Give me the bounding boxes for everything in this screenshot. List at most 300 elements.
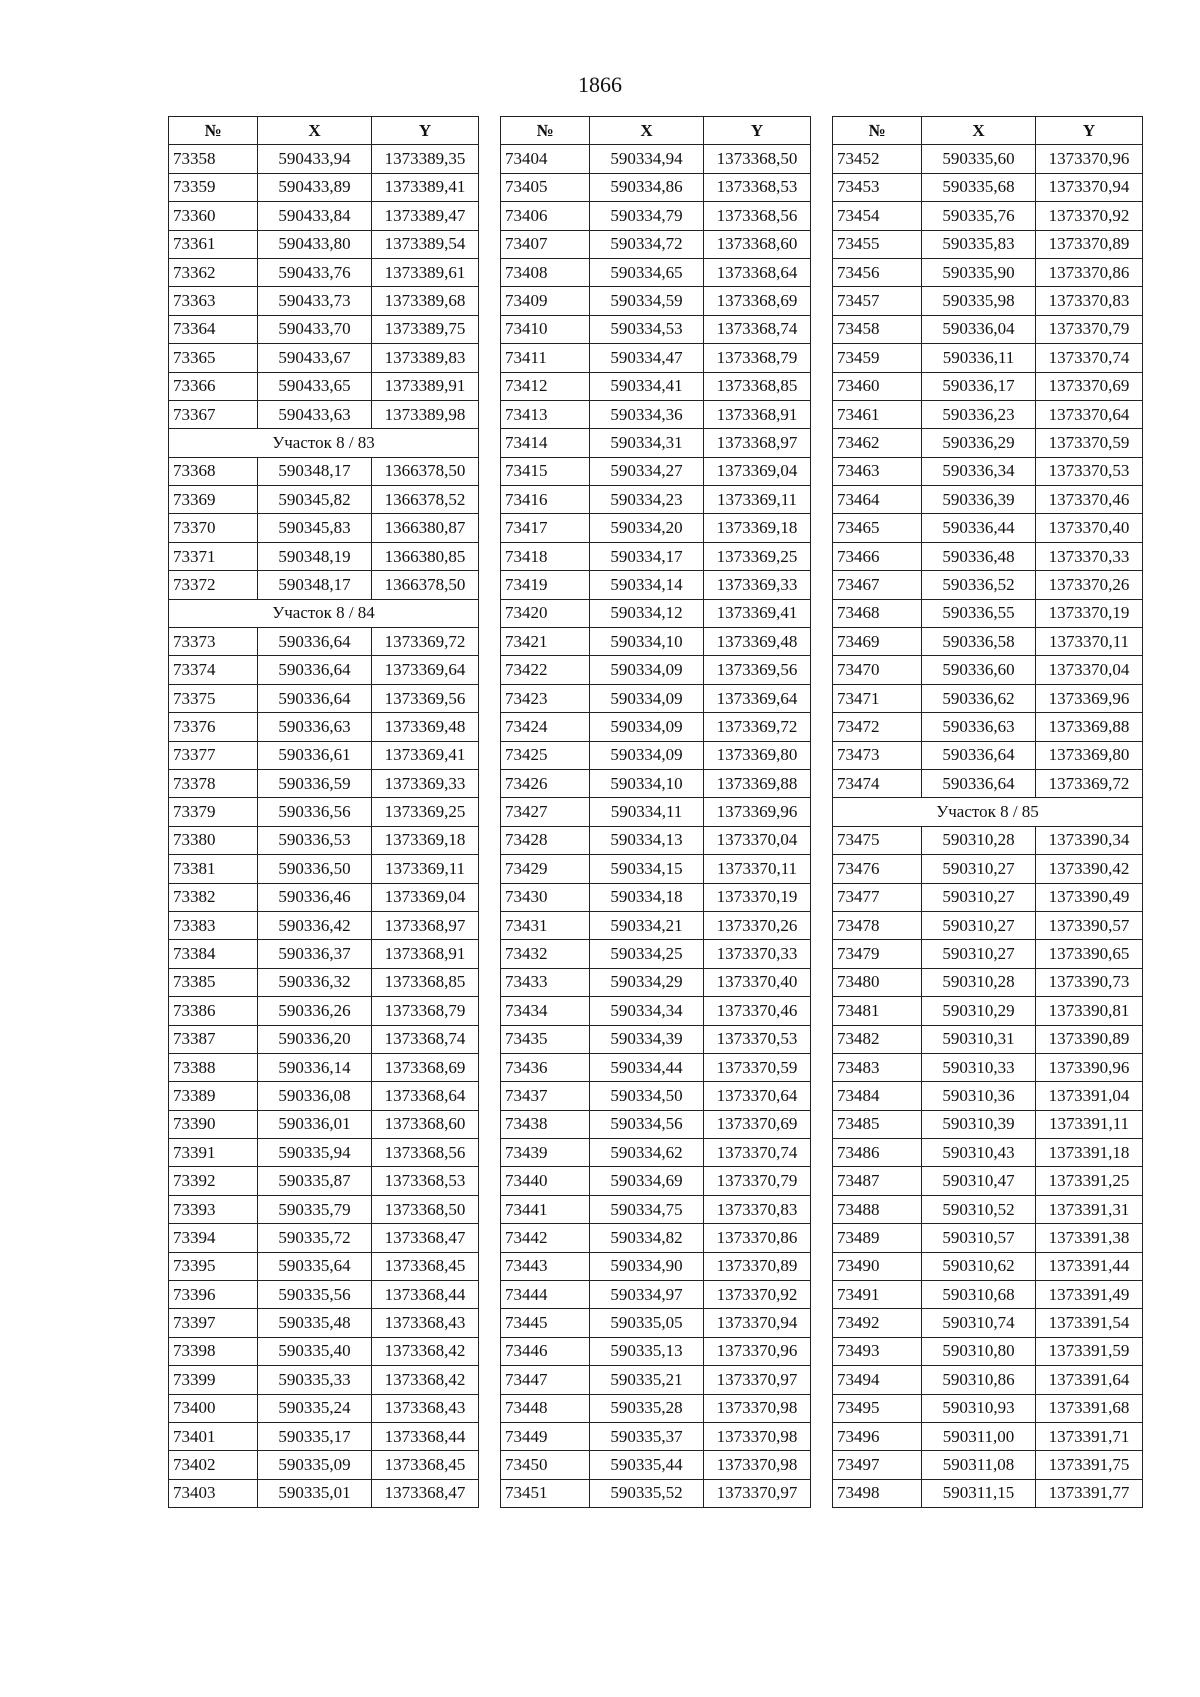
x-coordinate-cell: 590336,64 [922, 769, 1036, 797]
x-coordinate-cell: 590335,05 [590, 1309, 704, 1337]
point-number-cell: 73449 [501, 1422, 590, 1450]
y-coordinate-cell: 1373368,85 [372, 968, 479, 996]
table-row [169, 1422, 479, 1450]
y-coordinate-cell: 1373370,26 [1036, 571, 1143, 599]
table-row [501, 1082, 811, 1110]
x-coordinate-cell: 590336,53 [258, 826, 372, 854]
point-number-cell: 73424 [501, 713, 590, 741]
table-row [169, 883, 479, 911]
y-coordinate-cell: 1373391,38 [1036, 1224, 1143, 1252]
x-coordinate-cell: 590334,09 [590, 713, 704, 741]
point-number-cell: 73458 [833, 315, 922, 343]
point-number-cell: 73479 [833, 940, 922, 968]
y-coordinate-cell: 1373370,59 [1036, 429, 1143, 457]
column-header-x: X [922, 117, 1036, 145]
table-row [833, 145, 1143, 173]
y-coordinate-cell: 1373369,80 [1036, 741, 1143, 769]
table-row [169, 1224, 479, 1252]
table-row [169, 1195, 479, 1223]
x-coordinate-cell: 590310,43 [922, 1139, 1036, 1167]
point-number-cell: 73470 [833, 656, 922, 684]
point-number-cell: 73474 [833, 769, 922, 797]
y-coordinate-cell: 1373369,96 [1036, 684, 1143, 712]
y-coordinate-cell: 1373391,31 [1036, 1195, 1143, 1223]
table-header-row [501, 117, 811, 145]
coordinates-table-1 [168, 116, 479, 1508]
table-row [833, 173, 1143, 201]
x-coordinate-cell: 590334,90 [590, 1252, 704, 1280]
point-number-cell: 73366 [169, 372, 258, 400]
table-row [833, 997, 1143, 1025]
table-row [169, 344, 479, 372]
table-row [169, 628, 479, 656]
x-coordinate-cell: 590336,23 [922, 400, 1036, 428]
point-number-cell: 73428 [501, 826, 590, 854]
x-coordinate-cell: 590335,44 [590, 1451, 704, 1479]
y-coordinate-cell: 1373368,44 [372, 1422, 479, 1450]
point-number-cell: 73492 [833, 1309, 922, 1337]
y-coordinate-cell: 1373368,50 [704, 145, 811, 173]
x-coordinate-cell: 590334,44 [590, 1053, 704, 1081]
point-number-cell: 73493 [833, 1337, 922, 1365]
point-number-cell: 73480 [833, 968, 922, 996]
point-number-cell: 73382 [169, 883, 258, 911]
y-coordinate-cell: 1373391,49 [1036, 1281, 1143, 1309]
table-row [833, 1252, 1143, 1280]
x-coordinate-cell: 590334,62 [590, 1139, 704, 1167]
point-number-cell: 73446 [501, 1337, 590, 1365]
point-number-cell: 73438 [501, 1110, 590, 1138]
point-number-cell: 73411 [501, 344, 590, 372]
point-number-cell: 73431 [501, 911, 590, 939]
x-coordinate-cell: 590335,37 [590, 1422, 704, 1450]
point-number-cell: 73383 [169, 911, 258, 939]
point-number-cell: 73376 [169, 713, 258, 741]
y-coordinate-cell: 1373390,73 [1036, 968, 1143, 996]
table-row [833, 202, 1143, 230]
table-row [501, 1195, 811, 1223]
x-coordinate-cell: 590433,84 [258, 202, 372, 230]
x-coordinate-cell: 590336,61 [258, 741, 372, 769]
column-header-number: № [169, 117, 258, 145]
table-row [501, 315, 811, 343]
y-coordinate-cell: 1366380,87 [372, 514, 479, 542]
point-number-cell: 73434 [501, 997, 590, 1025]
x-coordinate-cell: 590334,18 [590, 883, 704, 911]
x-coordinate-cell: 590335,33 [258, 1366, 372, 1394]
page-number: 1866 [578, 72, 622, 97]
x-coordinate-cell: 590334,31 [590, 429, 704, 457]
x-coordinate-cell: 590433,65 [258, 372, 372, 400]
x-coordinate-cell: 590310,39 [922, 1110, 1036, 1138]
point-number-cell: 73415 [501, 457, 590, 485]
y-coordinate-cell: 1373369,11 [372, 855, 479, 883]
y-coordinate-cell: 1373369,25 [372, 798, 479, 826]
x-coordinate-cell: 590336,01 [258, 1110, 372, 1138]
y-coordinate-cell: 1373370,04 [704, 826, 811, 854]
table-row [501, 1110, 811, 1138]
y-coordinate-cell: 1373370,40 [704, 968, 811, 996]
point-number-cell: 73418 [501, 542, 590, 570]
table-row [169, 1451, 479, 1479]
x-coordinate-cell: 590335,56 [258, 1281, 372, 1309]
table-row [833, 457, 1143, 485]
table-row [501, 486, 811, 514]
y-coordinate-cell: 1373368,44 [372, 1281, 479, 1309]
x-coordinate-cell: 590433,76 [258, 258, 372, 286]
x-coordinate-cell: 590334,13 [590, 826, 704, 854]
y-coordinate-cell: 1373389,54 [372, 230, 479, 258]
table-row [501, 713, 811, 741]
point-number-cell: 73388 [169, 1053, 258, 1081]
table-row [169, 457, 479, 485]
y-coordinate-cell: 1373370,53 [704, 1025, 811, 1053]
x-coordinate-cell: 590336,58 [922, 628, 1036, 656]
point-number-cell: 73417 [501, 514, 590, 542]
point-number-cell: 73490 [833, 1252, 922, 1280]
y-coordinate-cell: 1373370,46 [704, 997, 811, 1025]
table-row [501, 1053, 811, 1081]
x-coordinate-cell: 590336,32 [258, 968, 372, 996]
point-number-cell: 73459 [833, 344, 922, 372]
x-coordinate-cell: 590334,39 [590, 1025, 704, 1053]
table-row [833, 400, 1143, 428]
x-coordinate-cell: 590336,26 [258, 997, 372, 1025]
point-number-cell: 73465 [833, 514, 922, 542]
x-coordinate-cell: 590334,15 [590, 855, 704, 883]
table-row [501, 258, 811, 286]
y-coordinate-cell: 1373368,47 [372, 1224, 479, 1252]
table-row [501, 741, 811, 769]
x-coordinate-cell: 590334,53 [590, 315, 704, 343]
x-coordinate-cell: 590310,36 [922, 1082, 1036, 1110]
table-row [501, 571, 811, 599]
point-number-cell: 73469 [833, 628, 922, 656]
x-coordinate-cell: 590335,72 [258, 1224, 372, 1252]
table-row [501, 1479, 811, 1507]
x-coordinate-cell: 590334,82 [590, 1224, 704, 1252]
table-row [501, 826, 811, 854]
section-title: Участок 8 / 84 [169, 599, 479, 627]
y-coordinate-cell: 1366380,85 [372, 542, 479, 570]
table-row [501, 1366, 811, 1394]
x-coordinate-cell: 590336,64 [258, 628, 372, 656]
x-coordinate-cell: 590335,21 [590, 1366, 704, 1394]
x-coordinate-cell: 590336,56 [258, 798, 372, 826]
table-row [169, 145, 479, 173]
y-coordinate-cell: 1373370,74 [704, 1139, 811, 1167]
point-number-cell: 73432 [501, 940, 590, 968]
x-coordinate-cell: 590310,86 [922, 1366, 1036, 1394]
point-number-cell: 73370 [169, 514, 258, 542]
table-row [501, 628, 811, 656]
table-row [501, 145, 811, 173]
y-coordinate-cell: 1373369,41 [704, 599, 811, 627]
y-coordinate-cell: 1373368,64 [704, 258, 811, 286]
table-row [501, 1281, 811, 1309]
y-coordinate-cell: 1373370,04 [1036, 656, 1143, 684]
table-row [501, 769, 811, 797]
section-title: Участок 8 / 85 [833, 798, 1143, 826]
x-coordinate-cell: 590336,44 [922, 514, 1036, 542]
y-coordinate-cell: 1373368,56 [704, 202, 811, 230]
y-coordinate-cell: 1373370,19 [1036, 599, 1143, 627]
table-row [833, 372, 1143, 400]
table-row [169, 400, 479, 428]
table-row [169, 1252, 479, 1280]
x-coordinate-cell: 590348,17 [258, 571, 372, 599]
table-row [169, 741, 479, 769]
point-number-cell: 73392 [169, 1167, 258, 1195]
x-coordinate-cell: 590334,79 [590, 202, 704, 230]
x-coordinate-cell: 590335,01 [258, 1479, 372, 1507]
point-number-cell: 73473 [833, 741, 922, 769]
table-row [169, 571, 479, 599]
x-coordinate-cell: 590336,63 [922, 713, 1036, 741]
y-coordinate-cell: 1373391,59 [1036, 1337, 1143, 1365]
x-coordinate-cell: 590336,55 [922, 599, 1036, 627]
y-coordinate-cell: 1373370,94 [704, 1309, 811, 1337]
table-row [833, 1422, 1143, 1450]
section-row [833, 798, 1143, 826]
x-coordinate-cell: 590335,60 [922, 145, 1036, 173]
y-coordinate-cell: 1373369,80 [704, 741, 811, 769]
x-coordinate-cell: 590335,48 [258, 1309, 372, 1337]
y-coordinate-cell: 1373369,33 [372, 769, 479, 797]
x-coordinate-cell: 590345,83 [258, 514, 372, 542]
point-number-cell: 73471 [833, 684, 922, 712]
y-coordinate-cell: 1373368,91 [704, 400, 811, 428]
point-number-cell: 73364 [169, 315, 258, 343]
y-coordinate-cell: 1373370,53 [1036, 457, 1143, 485]
y-coordinate-cell: 1373370,97 [704, 1479, 811, 1507]
point-number-cell: 73422 [501, 656, 590, 684]
table-row [833, 1224, 1143, 1252]
table-row [833, 1110, 1143, 1138]
y-coordinate-cell: 1373368,97 [704, 429, 811, 457]
y-coordinate-cell: 1373390,34 [1036, 826, 1143, 854]
y-coordinate-cell: 1373369,04 [704, 457, 811, 485]
point-number-cell: 73367 [169, 400, 258, 428]
x-coordinate-cell: 590336,62 [922, 684, 1036, 712]
table-row [169, 769, 479, 797]
table-row [833, 542, 1143, 570]
y-coordinate-cell: 1373370,69 [1036, 372, 1143, 400]
table-row [833, 855, 1143, 883]
y-coordinate-cell: 1373390,57 [1036, 911, 1143, 939]
table-row [501, 372, 811, 400]
y-coordinate-cell: 1373370,97 [704, 1366, 811, 1394]
table-row [501, 1422, 811, 1450]
x-coordinate-cell: 590336,50 [258, 855, 372, 883]
point-number-cell: 73381 [169, 855, 258, 883]
table-row [501, 1224, 811, 1252]
table-row [833, 429, 1143, 457]
x-coordinate-cell: 590310,29 [922, 997, 1036, 1025]
point-number-cell: 73495 [833, 1394, 922, 1422]
x-coordinate-cell: 590336,60 [922, 656, 1036, 684]
y-coordinate-cell: 1373368,43 [372, 1309, 479, 1337]
table-row [833, 1053, 1143, 1081]
x-coordinate-cell: 590345,82 [258, 486, 372, 514]
table-row [169, 1053, 479, 1081]
y-coordinate-cell: 1373369,41 [372, 741, 479, 769]
x-coordinate-cell: 590310,31 [922, 1025, 1036, 1053]
table-row [501, 798, 811, 826]
y-coordinate-cell: 1373369,18 [704, 514, 811, 542]
point-number-cell: 73379 [169, 798, 258, 826]
y-coordinate-cell: 1373390,49 [1036, 883, 1143, 911]
y-coordinate-cell: 1373389,98 [372, 400, 479, 428]
point-number-cell: 73429 [501, 855, 590, 883]
y-coordinate-cell: 1373370,69 [704, 1110, 811, 1138]
y-coordinate-cell: 1373391,44 [1036, 1252, 1143, 1280]
point-number-cell: 73408 [501, 258, 590, 286]
table-row [169, 230, 479, 258]
y-coordinate-cell: 1373368,69 [704, 287, 811, 315]
table-row [833, 1195, 1143, 1223]
point-number-cell: 73384 [169, 940, 258, 968]
y-coordinate-cell: 1373391,64 [1036, 1366, 1143, 1394]
x-coordinate-cell: 590334,50 [590, 1082, 704, 1110]
table-row [501, 1167, 811, 1195]
table-row [501, 542, 811, 570]
y-coordinate-cell: 1373370,74 [1036, 344, 1143, 372]
table-row [169, 968, 479, 996]
x-coordinate-cell: 590334,59 [590, 287, 704, 315]
x-coordinate-cell: 590335,64 [258, 1252, 372, 1280]
point-number-cell: 73394 [169, 1224, 258, 1252]
y-coordinate-cell: 1373370,92 [1036, 202, 1143, 230]
table-row [501, 1139, 811, 1167]
y-coordinate-cell: 1373368,74 [372, 1025, 479, 1053]
point-number-cell: 73419 [501, 571, 590, 599]
y-coordinate-cell: 1373370,89 [704, 1252, 811, 1280]
table-row [501, 1451, 811, 1479]
x-coordinate-cell: 590334,75 [590, 1195, 704, 1223]
x-coordinate-cell: 590433,94 [258, 145, 372, 173]
table-row [833, 1366, 1143, 1394]
point-number-cell: 73420 [501, 599, 590, 627]
y-coordinate-cell: 1373368,45 [372, 1451, 479, 1479]
x-coordinate-cell: 590310,68 [922, 1281, 1036, 1309]
table-row [501, 344, 811, 372]
table-row [501, 911, 811, 939]
point-number-cell: 73477 [833, 883, 922, 911]
column-header-x: X [590, 117, 704, 145]
point-number-cell: 73398 [169, 1337, 258, 1365]
y-coordinate-cell: 1373370,33 [1036, 542, 1143, 570]
point-number-cell: 73403 [169, 1479, 258, 1507]
column-header-x: X [258, 117, 372, 145]
point-number-cell: 73359 [169, 173, 258, 201]
x-coordinate-cell: 590334,09 [590, 741, 704, 769]
x-coordinate-cell: 590334,97 [590, 1281, 704, 1309]
y-coordinate-cell: 1373391,04 [1036, 1082, 1143, 1110]
x-coordinate-cell: 590310,27 [922, 855, 1036, 883]
x-coordinate-cell: 590310,27 [922, 911, 1036, 939]
point-number-cell: 73407 [501, 230, 590, 258]
point-number-cell: 73396 [169, 1281, 258, 1309]
table-row [833, 1309, 1143, 1337]
table-row [169, 1082, 479, 1110]
x-coordinate-cell: 590334,36 [590, 400, 704, 428]
y-coordinate-cell: 1373369,33 [704, 571, 811, 599]
table-row [833, 769, 1143, 797]
x-coordinate-cell: 590310,27 [922, 883, 1036, 911]
point-number-cell: 73447 [501, 1366, 590, 1394]
table-row [833, 230, 1143, 258]
table-row [501, 1252, 811, 1280]
point-number-cell: 73426 [501, 769, 590, 797]
table-row [501, 514, 811, 542]
y-coordinate-cell: 1373368,64 [372, 1082, 479, 1110]
x-coordinate-cell: 590335,90 [922, 258, 1036, 286]
y-coordinate-cell: 1373370,96 [1036, 145, 1143, 173]
point-number-cell: 73401 [169, 1422, 258, 1450]
y-coordinate-cell: 1373390,42 [1036, 855, 1143, 883]
table-row [169, 372, 479, 400]
table-row [833, 287, 1143, 315]
x-coordinate-cell: 590336,14 [258, 1053, 372, 1081]
x-coordinate-cell: 590336,20 [258, 1025, 372, 1053]
y-coordinate-cell: 1373370,83 [704, 1195, 811, 1223]
x-coordinate-cell: 590336,37 [258, 940, 372, 968]
table-row [169, 258, 479, 286]
point-number-cell: 73363 [169, 287, 258, 315]
table-row [501, 287, 811, 315]
y-coordinate-cell: 1373368,60 [704, 230, 811, 258]
point-number-cell: 73404 [501, 145, 590, 173]
point-number-cell: 73439 [501, 1139, 590, 1167]
point-number-cell: 73453 [833, 173, 922, 201]
point-number-cell: 73402 [169, 1451, 258, 1479]
y-coordinate-cell: 1373369,72 [1036, 769, 1143, 797]
x-coordinate-cell: 590310,93 [922, 1394, 1036, 1422]
x-coordinate-cell: 590335,68 [922, 173, 1036, 201]
x-coordinate-cell: 590334,23 [590, 486, 704, 514]
y-coordinate-cell: 1373369,25 [704, 542, 811, 570]
y-coordinate-cell: 1373391,77 [1036, 1479, 1143, 1507]
point-number-cell: 73437 [501, 1082, 590, 1110]
y-coordinate-cell: 1373368,60 [372, 1110, 479, 1138]
x-coordinate-cell: 590433,80 [258, 230, 372, 258]
y-coordinate-cell: 1373368,56 [372, 1139, 479, 1167]
point-number-cell: 73372 [169, 571, 258, 599]
y-coordinate-cell: 1373391,54 [1036, 1309, 1143, 1337]
y-coordinate-cell: 1373369,72 [704, 713, 811, 741]
table-row [169, 202, 479, 230]
point-number-cell: 73423 [501, 684, 590, 712]
section-title: Участок 8 / 83 [169, 429, 479, 457]
column-header-number: № [501, 117, 590, 145]
x-coordinate-cell: 590310,52 [922, 1195, 1036, 1223]
table-row [501, 202, 811, 230]
point-number-cell: 73483 [833, 1053, 922, 1081]
table-row [833, 599, 1143, 627]
table-row [169, 997, 479, 1025]
point-number-cell: 73496 [833, 1422, 922, 1450]
point-number-cell: 73375 [169, 684, 258, 712]
y-coordinate-cell: 1373389,91 [372, 372, 479, 400]
x-coordinate-cell: 590334,12 [590, 599, 704, 627]
x-coordinate-cell: 590311,00 [922, 1422, 1036, 1450]
point-number-cell: 73362 [169, 258, 258, 286]
x-coordinate-cell: 590348,19 [258, 542, 372, 570]
point-number-cell: 73390 [169, 1110, 258, 1138]
table-row [501, 599, 811, 627]
x-coordinate-cell: 590310,47 [922, 1167, 1036, 1195]
